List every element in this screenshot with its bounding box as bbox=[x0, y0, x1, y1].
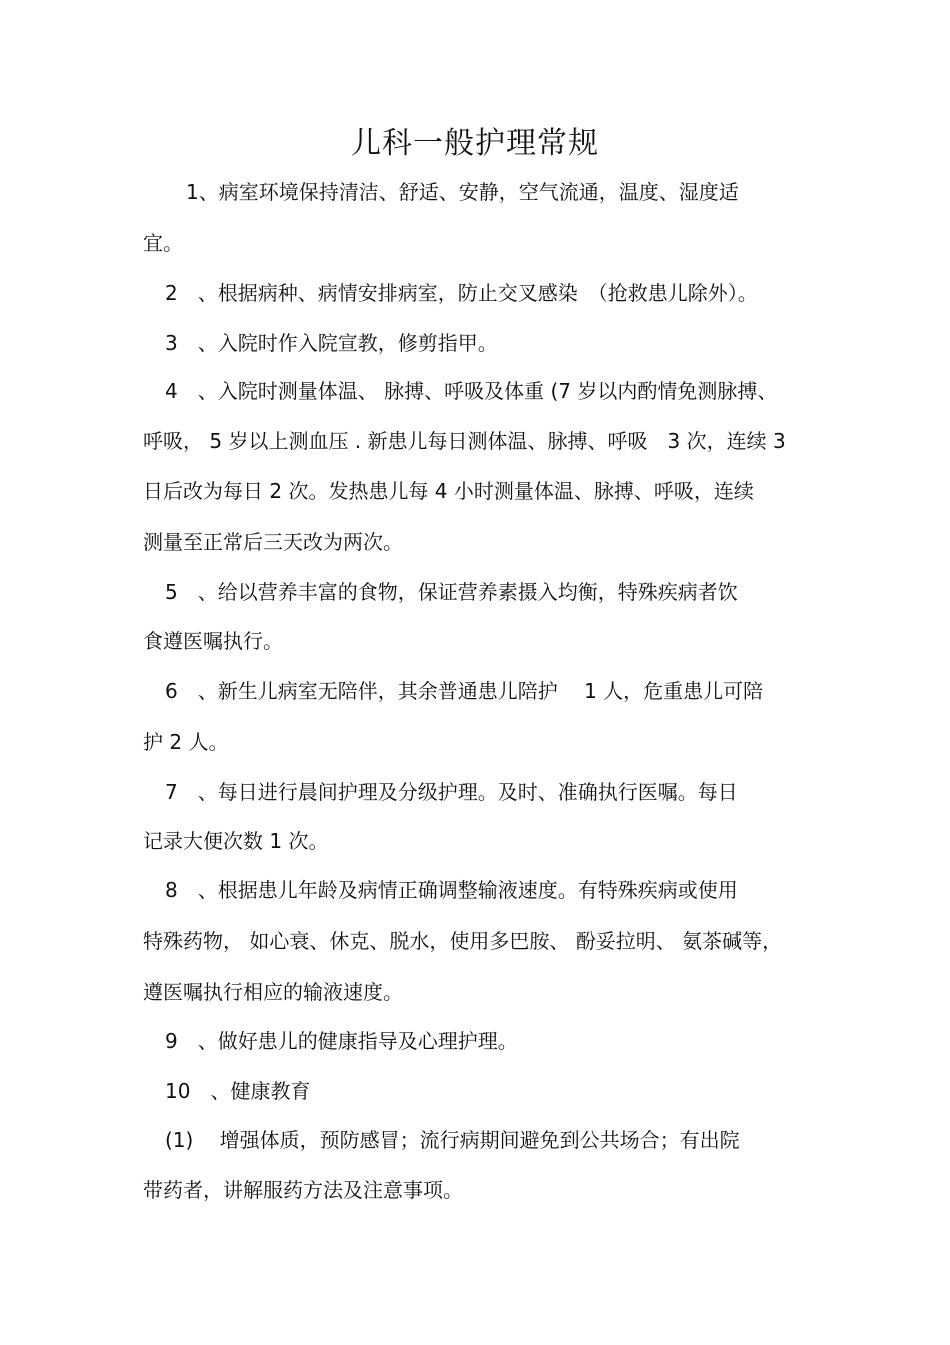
paragraph-10: 10 、健康教育 bbox=[165, 1079, 311, 1103]
document-title: 儿科一般护理常规 bbox=[351, 126, 599, 161]
paragraph-3: 3 、入院时作入院宣教，修剪指甲。 bbox=[165, 331, 498, 355]
paragraph-9: 9 、做好患儿的健康指导及心理护理。 bbox=[165, 1029, 518, 1053]
paragraph-4-line-4: 测量至正常后三天改为两次。 bbox=[143, 530, 403, 554]
paragraph-10-item-1-line-1: (1) 增强体质，预防感冒；流行病期间避免到公共场合；有出院 bbox=[165, 1128, 740, 1152]
paragraph-8-line-2: 特殊药物， 如心衰、休克、脱水，使用多巴胺、 酚妥拉明、 氨茶碱等， bbox=[143, 929, 783, 953]
paragraph-4-line-2: 呼吸， 5 岁以上测血压 . 新患儿每日测体温、脉搏、呼吸 3 次，连续 3 bbox=[143, 429, 786, 453]
paragraph-6-line-2: 护 2 人。 bbox=[143, 730, 229, 754]
paragraph-4-line-1: 4 、入院时测量体温、 脉搏、呼吸及体重 (7 岁以内酌情免测脉搏、 bbox=[165, 379, 778, 403]
paragraph-5-line-2: 食遵医嘱执行。 bbox=[143, 629, 283, 653]
paragraph-10-item-1-line-2: 带药者，讲解服药方法及注意事项。 bbox=[143, 1178, 463, 1202]
paragraph-4-line-3: 日后改为每日 2 次。发热患儿每 4 小时测量体温、脉搏、呼吸，连续 bbox=[143, 479, 754, 503]
paragraph-8-line-1: 8 、根据患儿年龄及病情正确调整输液速度。有特殊疾病或使用 bbox=[165, 878, 738, 902]
paragraph-7-line-2: 记录大便次数 1 次。 bbox=[143, 829, 329, 853]
paragraph-2: 2 、根据病种、病情安排病室，防止交叉感染 （抢救患儿除外）。 bbox=[165, 281, 758, 305]
paragraph-1-line-2: 宜。 bbox=[143, 231, 183, 255]
paragraph-7-line-1: 7 、每日进行晨间护理及分级护理。及时、准确执行医嘱。每日 bbox=[165, 780, 738, 804]
paragraph-1-line-1: 1、病室环境保持清洁、舒适、安静，空气流通，温度、湿度适 bbox=[186, 180, 739, 204]
paragraph-8-line-3: 遵医嘱执行相应的输液速度。 bbox=[143, 980, 403, 1004]
paragraph-5-line-1: 5 、给以营养丰富的食物，保证营养素摄入均衡，特殊疾病者饮 bbox=[165, 580, 738, 604]
paragraph-6-line-1: 6 、新生儿病室无陪伴，其余普通患儿陪护 1 人，危重患儿可陪 bbox=[165, 679, 764, 703]
